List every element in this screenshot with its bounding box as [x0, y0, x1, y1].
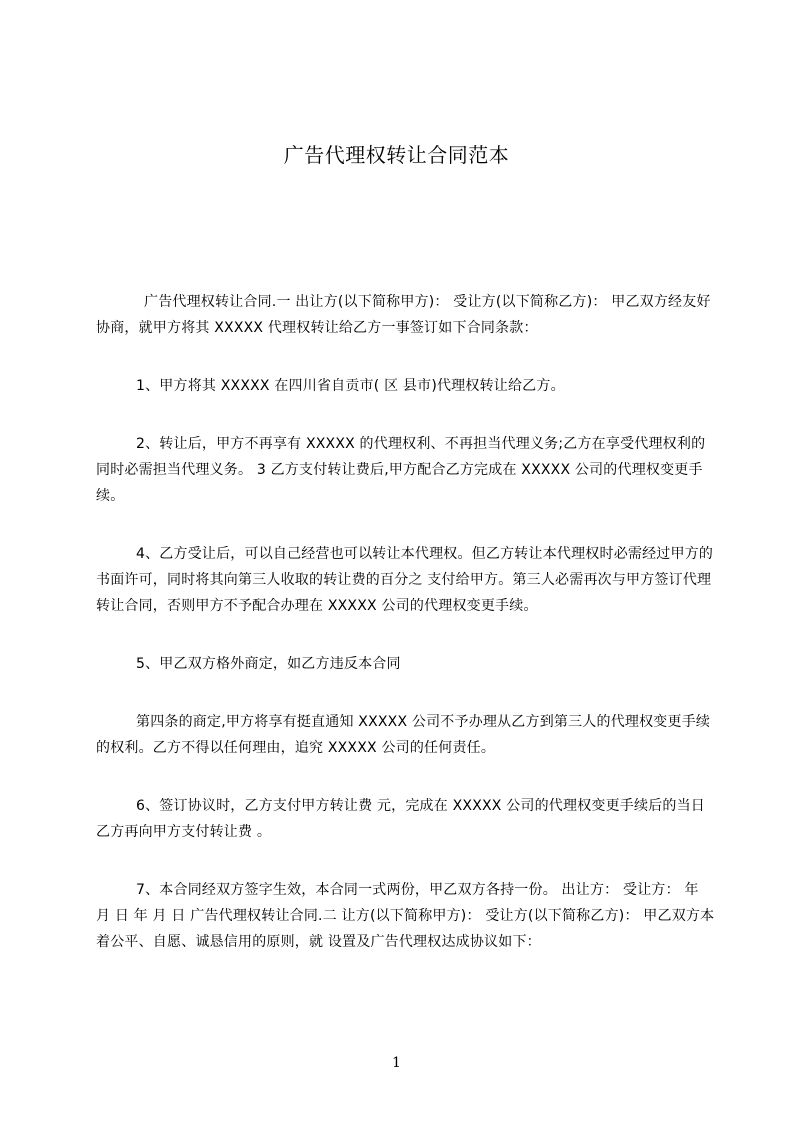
document-body [96, 289, 716, 955]
paragraph-clause-5-continued: 第四条的商定,甲方将享有挺直通知 XXXXX 公司不予办理从乙方到第三人的代理权变更手续的权利。乙方不得以任何理由，追究 XXXXX 公司的任何责任。 [96, 714, 711, 756]
paragraph-clause-1: 1、甲方将其 XXXXX 在四川省自贡市( 区 县市)代理权转让给乙方。 [136, 378, 565, 394]
paragraph-clause-4: 4、乙方受让后，可以自己经营也可以转让本代理权。但乙方转让本代理权时必需经过甲方的书面许可，同时将其向第三人收取的转让费的百分之 支付给甲方。第三人必需再次与甲方签订代理转让合同，否则甲方不予配合办理在 XXXXX 公司的代理权变更手续。 [96, 546, 714, 614]
paragraph-clause-6: 6、签订协议时，乙方支付甲方转让费 元，完成在 XXXXX 公司的代理权变更手续后的当日乙方再向甲方支付转让费 。 [96, 798, 706, 840]
paragraph-clause-7: 7、本合同经双方签字生效，本合同一式两份，甲乙双方各持一份。 出让方： 受让方： 年 月 日 年 月 日 广告代理权转让合同.二 让方(以下简称甲方)： 受让方(以下简称乙方)： 甲乙双方本着公平、自愿、诚恳信用的原则，就 设置及广告代理权达成协议如下： [96, 882, 715, 950]
paragraph-intro: 广告代理权转让合同.一 出让方(以下简称甲方)： 受让方(以下简称乙方)： 甲乙双方经友好协商，就甲方将其 XXXXX 代理权转让给乙方一事签订如下合同条款： [96, 294, 711, 336]
paragraph-clause-2: 2、转让后，甲方不再享有 XXXXX 的代理权利、不再担当代理义务;乙方在享受代理权利的同时必需担当代理义务。 3 乙方支付转让费后,甲方配合乙方完成在 XXXXX 公司的代理权变更手续。 [96, 436, 706, 504]
paragraph-clause-5: 5、甲乙双方格外商定，如乙方违反本合同 [136, 656, 401, 672]
page-number: 1 [392, 1055, 401, 1071]
document-title: 广告代理权转让合同范本 [283, 143, 510, 167]
